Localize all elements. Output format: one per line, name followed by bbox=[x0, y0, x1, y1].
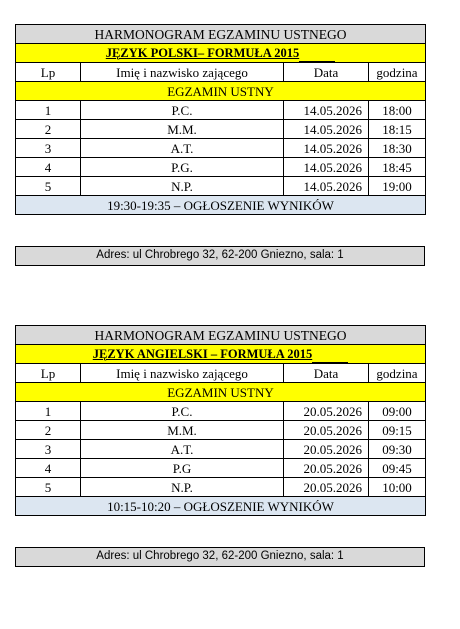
cell-name: M.M. bbox=[81, 421, 284, 440]
cell-name: A.T. bbox=[81, 139, 284, 158]
cell-time: 09:30 bbox=[369, 440, 426, 459]
exam-label: EGZAMIN USTNY bbox=[16, 82, 426, 101]
header-time: godzina bbox=[369, 364, 426, 383]
header-lp: Lp bbox=[16, 63, 81, 82]
table-row bbox=[16, 120, 426, 139]
address-box: Adres: ul Chrobrego 32, 62-200 Gniezno, sala: 1 bbox=[15, 547, 425, 567]
cell-date: 14.05.2026 bbox=[284, 158, 369, 177]
cell-date: 14.05.2026 bbox=[284, 177, 369, 196]
cell-date: 20.05.2026 bbox=[284, 478, 369, 497]
table-row bbox=[16, 139, 426, 158]
cell-date: 14.05.2026 bbox=[284, 120, 369, 139]
cell-name: N.P. bbox=[81, 478, 284, 497]
cell-date: 20.05.2026 bbox=[284, 421, 369, 440]
header-date: Data bbox=[284, 63, 369, 82]
cell-name: M.M. bbox=[81, 120, 284, 139]
cell-lp: 4 bbox=[16, 459, 81, 478]
results-announcement: 10:15-10:20 – OGŁOSZENIE WYNIKÓW bbox=[16, 497, 426, 516]
cell-time: 18:45 bbox=[369, 158, 426, 177]
cell-lp: 1 bbox=[16, 101, 81, 120]
cell-time: 09:45 bbox=[369, 459, 426, 478]
cell-name: N.P. bbox=[81, 177, 284, 196]
cell-time: 18:30 bbox=[369, 139, 426, 158]
cell-lp: 2 bbox=[16, 421, 81, 440]
cell-time: 18:15 bbox=[369, 120, 426, 139]
header-date: Data bbox=[284, 364, 369, 383]
table-row bbox=[16, 177, 426, 196]
cell-lp: 5 bbox=[16, 177, 81, 196]
address-box: Adres: ul Chrobrego 32, 62-200 Gniezno, sala: 1 bbox=[15, 246, 425, 266]
cell-time: 09:15 bbox=[369, 421, 426, 440]
schedule-table bbox=[15, 24, 426, 215]
cell-name: P.C. bbox=[81, 101, 284, 120]
table-row bbox=[16, 478, 426, 497]
table-row bbox=[16, 440, 426, 459]
header-lp: Lp bbox=[16, 364, 81, 383]
schedule-table bbox=[15, 325, 426, 516]
cell-lp: 4 bbox=[16, 158, 81, 177]
header-time: godzina bbox=[369, 63, 426, 82]
header-name: Imię i nazwisko zającego bbox=[81, 364, 284, 383]
cell-name: A.T. bbox=[81, 440, 284, 459]
cell-lp: 1 bbox=[16, 402, 81, 421]
cell-date: 14.05.2026 bbox=[284, 101, 369, 120]
cell-time: 10:00 bbox=[369, 478, 426, 497]
cell-lp: 5 bbox=[16, 478, 81, 497]
cell-name: P.G bbox=[81, 459, 284, 478]
subject-title: JĘZYK ANGIELSKI – FORMUŁA 2015 bbox=[16, 345, 426, 364]
cell-date: 14.05.2026 bbox=[284, 139, 369, 158]
cell-lp: 2 bbox=[16, 120, 81, 139]
cell-name: P.G. bbox=[81, 158, 284, 177]
cell-date: 20.05.2026 bbox=[284, 402, 369, 421]
cell-name: P.C. bbox=[81, 402, 284, 421]
cell-time: 18:00 bbox=[369, 101, 426, 120]
schedule-polish bbox=[15, 24, 425, 215]
table-row bbox=[16, 101, 426, 120]
table-row bbox=[16, 421, 426, 440]
header-name: Imię i nazwisko zającego bbox=[81, 63, 284, 82]
cell-date: 20.05.2026 bbox=[284, 440, 369, 459]
table-row bbox=[16, 402, 426, 421]
schedule-english bbox=[15, 325, 425, 516]
schedule-title: HARMONOGRAM EGZAMINU USTNEGO bbox=[16, 326, 426, 345]
cell-lp: 3 bbox=[16, 139, 81, 158]
schedule-title: HARMONOGRAM EGZAMINU USTNEGO bbox=[16, 25, 426, 44]
table-row bbox=[16, 158, 426, 177]
cell-time: 19:00 bbox=[369, 177, 426, 196]
cell-date: 20.05.2026 bbox=[284, 459, 369, 478]
table-row bbox=[16, 459, 426, 478]
cell-lp: 3 bbox=[16, 440, 81, 459]
subject-title: JĘZYK POLSKI– FORMUŁA 2015 bbox=[16, 44, 426, 63]
cell-time: 09:00 bbox=[369, 402, 426, 421]
results-announcement: 19:30-19:35 – OGŁOSZENIE WYNIKÓW bbox=[16, 196, 426, 215]
exam-label: EGZAMIN USTNY bbox=[16, 383, 426, 402]
